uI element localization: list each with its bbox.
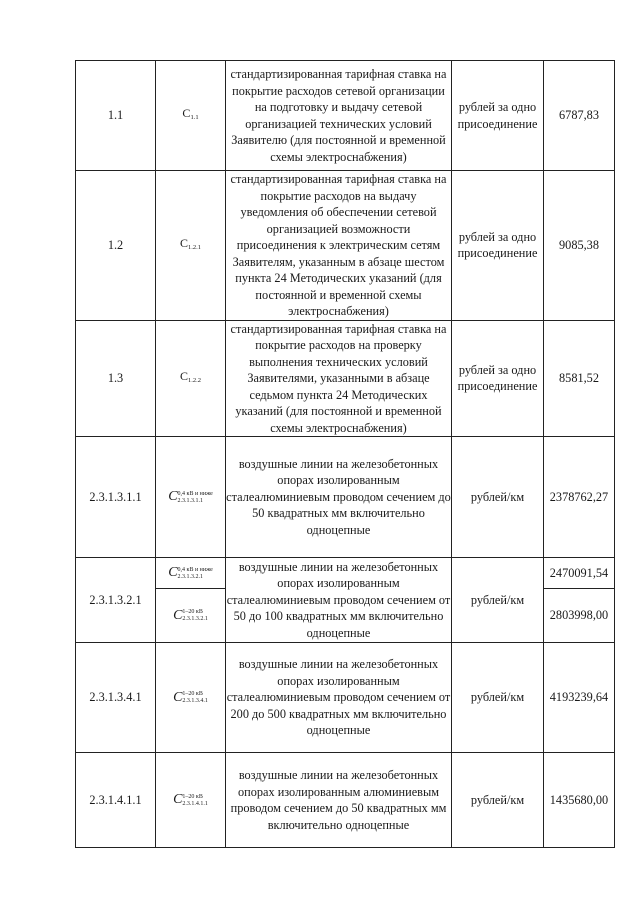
rate-description: воздушные линии на железобетонных опорах изолированным алюминиевым проводом сечением до 50 квадратных мм включительно одноцепные bbox=[226, 753, 452, 848]
rate-description: стандартизированная тарифная ставка на покрытие расходов сетевой организации на подготовку и выдачу сетевой организацией технических условий Заявителю (для постоянной и временной схемы электроснабжения) bbox=[226, 61, 452, 171]
rate-symbol bbox=[156, 437, 226, 558]
rate-symbol bbox=[156, 61, 226, 171]
symbol-superscript: 1–20 кВ bbox=[182, 793, 203, 800]
symbol-subscript: 1.1 bbox=[190, 113, 199, 121]
rate-value: 1435680,00 bbox=[544, 753, 615, 848]
table-row bbox=[76, 61, 615, 171]
rate-symbol bbox=[156, 171, 226, 321]
symbol-letter: C bbox=[173, 607, 183, 623]
rate-value: 9085,38 bbox=[544, 171, 615, 321]
rate-unit: рублей/км bbox=[452, 558, 544, 643]
rate-description: стандартизированная тарифная ставка на покрытие расходов на выдачу уведомления об обеспечении сетевой организацией возможности присоединения к электрическим сетям Заявителям, указанным в абзаце шестом пункта 24 Методических указаний (для постоянной и временной схемы электроснабжения) bbox=[226, 171, 452, 321]
rate-unit: рублей за одно присоединение bbox=[452, 61, 544, 171]
rate-symbol bbox=[156, 558, 226, 589]
symbol-letter: C bbox=[173, 792, 183, 808]
rate-value: 2378762,27 bbox=[544, 437, 615, 558]
symbol-superscript: 0,4 кВ и ниже bbox=[177, 566, 213, 573]
rate-unit: рублей/км bbox=[452, 643, 544, 753]
rate-value: 2803998,00 bbox=[544, 589, 615, 643]
symbol-letter: C bbox=[168, 565, 178, 581]
rate-symbol bbox=[156, 589, 226, 643]
symbol-subscript: 1.2.2 bbox=[188, 376, 201, 384]
rate-value: 2470091,54 bbox=[544, 558, 615, 589]
symbol-subscript: 2.3.1.3.2.1 bbox=[177, 573, 204, 580]
rate-unit: рублей за одно присоединение bbox=[452, 171, 544, 321]
rate-unit: рублей/км bbox=[452, 437, 544, 558]
rate-symbol bbox=[156, 643, 226, 753]
symbol-letter: С bbox=[179, 368, 188, 383]
table-row bbox=[76, 558, 615, 589]
item-code: 2.3.1.3.1.1 bbox=[76, 437, 156, 558]
rate-value: 6787,83 bbox=[544, 61, 615, 171]
symbol-superscript: 1–20 кВ bbox=[182, 691, 203, 697]
item-code: 1.2 bbox=[76, 171, 156, 321]
symbol-letter: C bbox=[168, 489, 178, 505]
table-row bbox=[76, 320, 615, 437]
rate-symbol bbox=[156, 753, 226, 848]
symbol-subscript: 1.2.1 bbox=[188, 243, 201, 251]
item-code: 2.3.1.3.4.1 bbox=[76, 643, 156, 753]
symbol-subscript: 2.3.1.3.2.1 bbox=[182, 616, 208, 622]
rate-symbol bbox=[156, 320, 226, 437]
rate-description: воздушные линии на железобетонных опорах изолированным сталеалюминиевым проводом сечением от 50 до 100 квадратных мм включительно одноцепные bbox=[226, 558, 452, 643]
symbol-letter: С bbox=[182, 105, 191, 120]
table-row bbox=[76, 643, 615, 753]
symbol-superscript: 1–20 кВ bbox=[182, 609, 203, 615]
rate-description: воздушные линии на железобетонных опорах изолированным сталеалюминиевым проводом сечением до 50 квадратных мм включительно одноцепные bbox=[226, 437, 452, 558]
symbol-letter: С bbox=[179, 235, 188, 250]
symbol-subscript: 2.3.1.3.4.1 bbox=[182, 698, 208, 704]
rate-value: 4193239,64 bbox=[544, 643, 615, 753]
rate-value: 8581,52 bbox=[544, 320, 615, 437]
symbol-letter: C bbox=[173, 689, 183, 705]
table-row bbox=[76, 171, 615, 321]
symbol-subscript: 2.3.1.3.1.1 bbox=[177, 497, 204, 504]
item-code: 2.3.1.3.2.1 bbox=[76, 558, 156, 643]
tariff-table bbox=[75, 60, 615, 848]
symbol-subscript: 2.3.1.4.1.1 bbox=[182, 800, 208, 807]
item-code: 2.3.1.4.1.1 bbox=[76, 753, 156, 848]
item-code: 1.3 bbox=[76, 320, 156, 437]
symbol-superscript: 0,4 кВ и ниже bbox=[177, 490, 213, 497]
rate-description: воздушные линии на железобетонных опорах изолированным сталеалюминиевым проводом сечением от 200 до 500 квадратных мм включительно одноцепные bbox=[226, 643, 452, 753]
rate-unit: рублей за одно присоединение bbox=[452, 320, 544, 437]
table-row bbox=[76, 753, 615, 848]
rate-description: стандартизированная тарифная ставка на покрытие расходов на проверку выполнения технических условий Заявителями, указанными в абзаце седьмом пункта 24 Методических указаний (для постоянной и временной схемы электроснабжения) bbox=[226, 320, 452, 437]
item-code: 1.1 bbox=[76, 61, 156, 171]
table-row bbox=[76, 437, 615, 558]
rate-unit: рублей/км bbox=[452, 753, 544, 848]
